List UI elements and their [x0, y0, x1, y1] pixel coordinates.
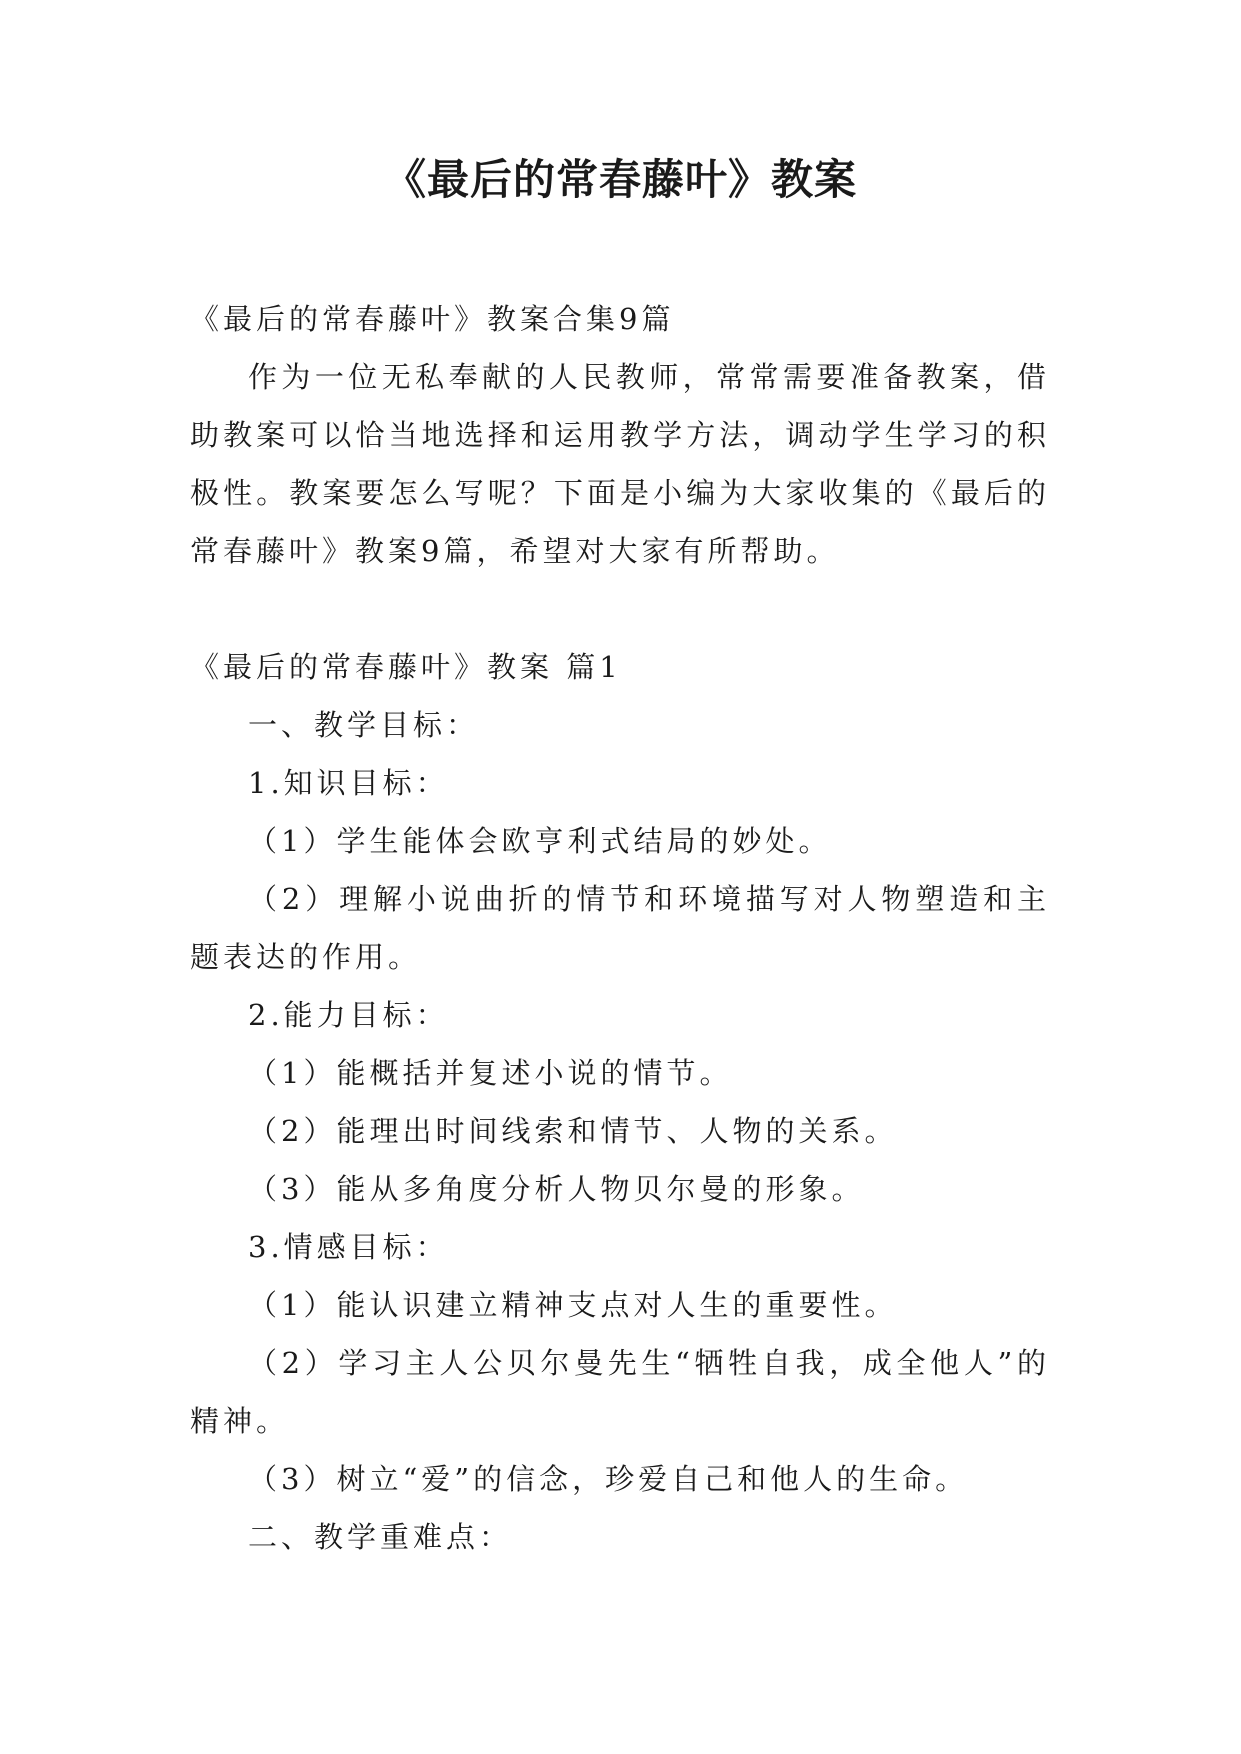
knowledge-objective-item: （1）学生能体会欧亨利式结局的妙处。: [248, 824, 832, 858]
ability-objective-item: （2）能理出时间线索和情节、人物的关系。: [248, 1114, 898, 1148]
collection-subtitle: 《最后的常春藤叶》教案合集9篇: [190, 302, 675, 336]
objectives-heading: 一、教学目标：: [248, 708, 480, 742]
ability-objective-heading: 2.能力目标：: [248, 998, 449, 1032]
paragraph-gap: [190, 580, 1050, 638]
intro-paragraph: 作为一位无私奉献的人民教师，常常需要准备教案，借助教案可以恰当地选择和运用教学方法，调动学生学习的积极性。教案要怎么写呢？下面是小编为大家收集的《最后的常春藤叶》教案9篇，希望对大家有所帮助。: [190, 360, 1050, 568]
section-heading: 《最后的常春藤叶》教案 篇1: [190, 650, 622, 684]
document-title: 《最后的常春藤叶》教案: [383, 155, 857, 204]
emotion-objective-item: （1）能认识建立精神支点对人生的重要性。: [248, 1288, 898, 1322]
emotion-objective-heading: 3.情感目标：: [248, 1230, 449, 1264]
document-body: [190, 290, 1050, 1566]
knowledge-objective-item: （2）理解小说曲折的情节和环境描写对人物塑造和主题表达的作用。: [190, 882, 1050, 974]
knowledge-objective-heading: 1.知识目标：: [248, 766, 449, 800]
emotion-objective-item: （2）学习主人公贝尔曼先生“牺牲自我，成全他人”的精神。: [190, 1346, 1050, 1438]
emotion-objective-item: （3）树立“爱”的信念，珍爱自己和他人的生命。: [248, 1462, 969, 1496]
ability-objective-item: （1）能概括并复述小说的情节。: [248, 1056, 733, 1090]
key-difficulties-heading: 二、教学重难点：: [248, 1520, 513, 1554]
ability-objective-item: （3）能从多角度分析人物贝尔曼的形象。: [248, 1172, 865, 1206]
